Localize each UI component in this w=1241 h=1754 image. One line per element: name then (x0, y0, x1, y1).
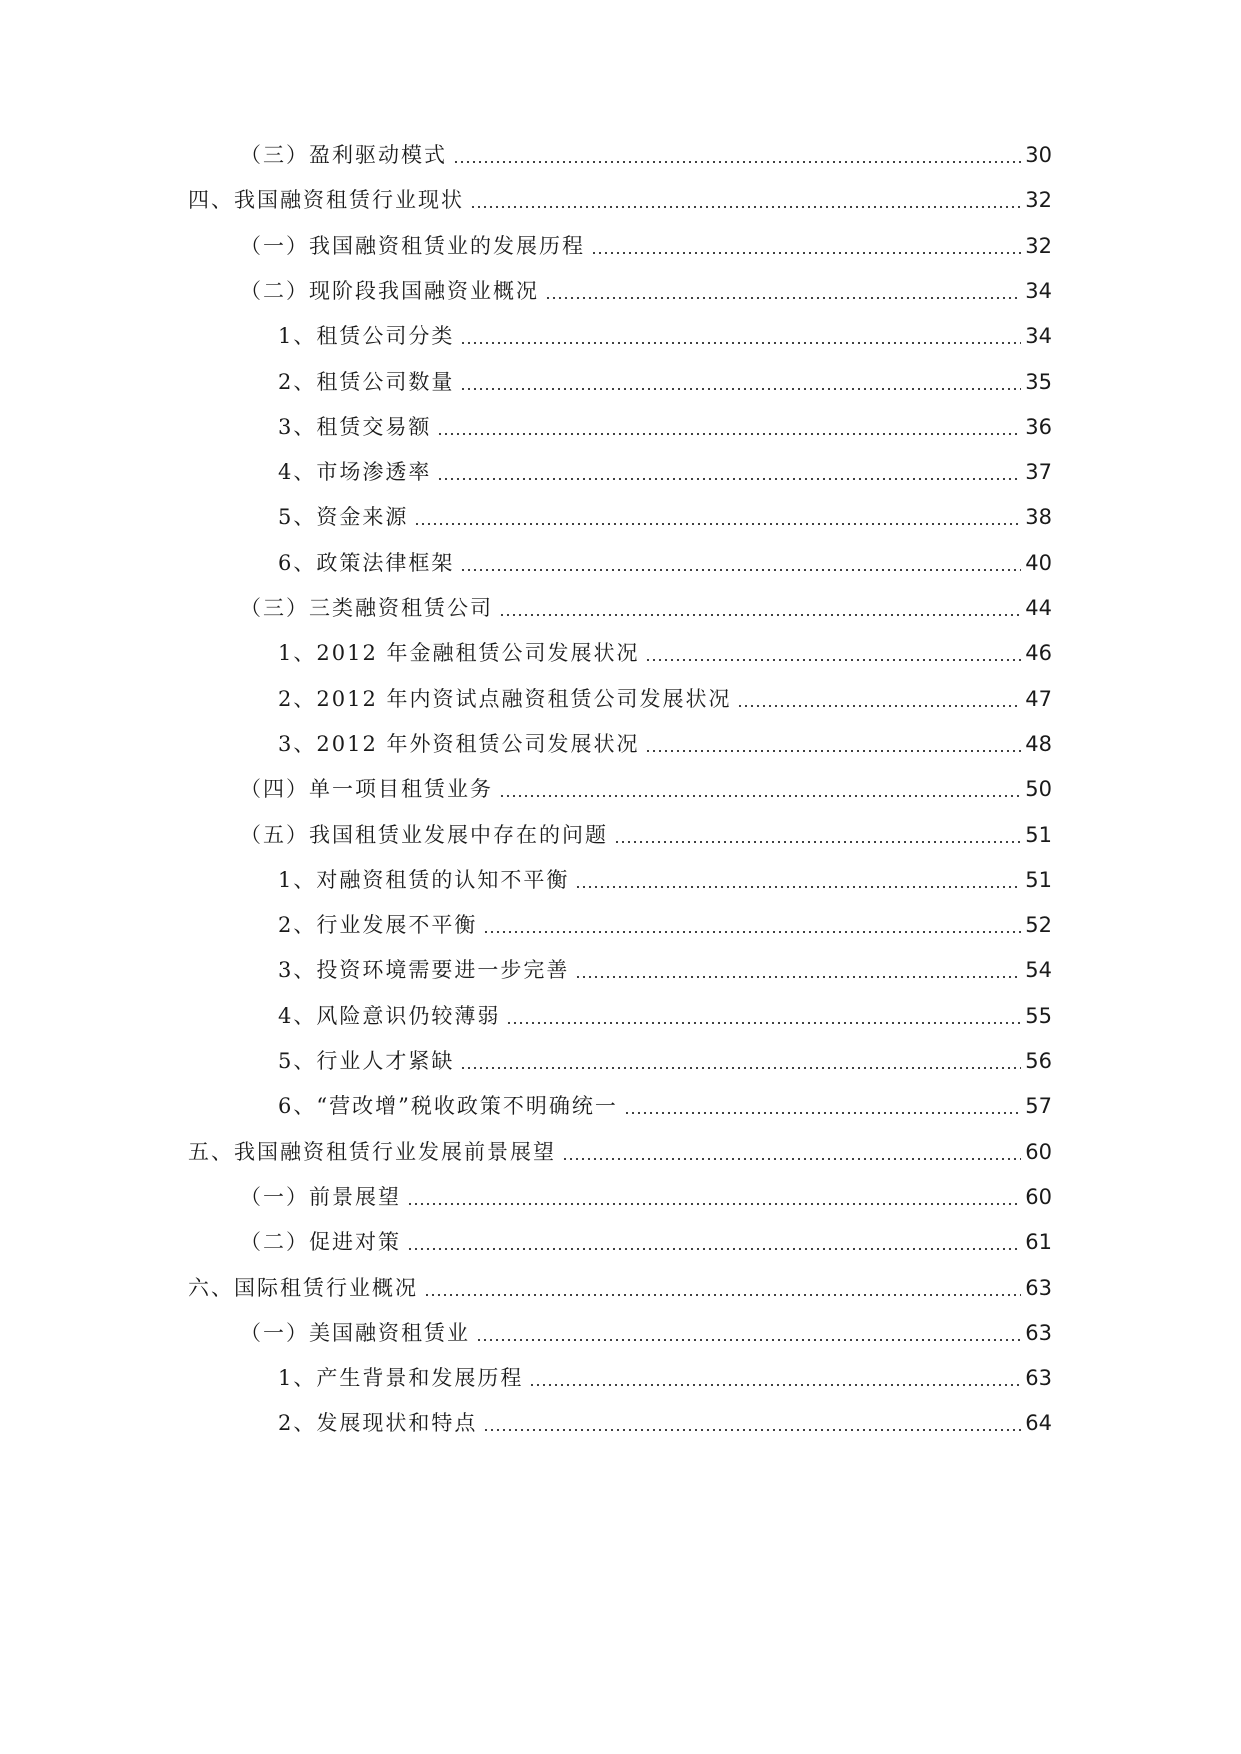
toc-entry-page-number: 35 (1025, 369, 1052, 394)
dot-leader (437, 433, 1021, 435)
toc-entry-title: 六、国际租赁行业概况 (188, 1275, 418, 1300)
toc-entry-page-number: 55 (1025, 1003, 1052, 1028)
toc-entry[interactable] (240, 762, 1052, 802)
dot-leader (407, 1248, 1021, 1250)
toc-entry[interactable] (240, 1215, 1052, 1255)
dot-leader (453, 161, 1021, 163)
toc-entry[interactable] (278, 943, 1052, 983)
toc-entry[interactable] (240, 808, 1052, 848)
toc-entry-page-number: 56 (1025, 1049, 1052, 1073)
toc-entry-page-number: 50 (1025, 777, 1052, 802)
toc-entry-title: 1、租赁公司分类 (278, 324, 455, 349)
dot-leader (645, 750, 1021, 752)
toc-entry[interactable] (240, 219, 1052, 259)
dot-leader (460, 342, 1021, 344)
toc-entry-title: 5、行业人才紧缺 (278, 1049, 455, 1073)
toc-entry[interactable] (278, 309, 1052, 349)
toc-entry-page-number: 63 (1025, 1275, 1052, 1300)
toc-entry[interactable] (278, 626, 1052, 666)
toc-entry-page-number: 36 (1025, 414, 1052, 439)
toc-entry[interactable] (188, 173, 1052, 213)
toc-entry[interactable] (278, 853, 1052, 893)
dot-leader (460, 388, 1021, 390)
dot-leader (545, 297, 1021, 299)
toc-entry-page-number: 34 (1025, 324, 1052, 349)
dot-leader (414, 523, 1021, 525)
dot-leader (476, 1339, 1021, 1341)
toc-entry[interactable] (278, 400, 1052, 440)
toc-entry-title: 3、2012 年外资租赁公司发展状况 (278, 731, 640, 756)
toc-entry[interactable] (278, 536, 1052, 576)
toc-entry[interactable] (278, 1034, 1052, 1074)
dot-leader (499, 614, 1021, 616)
toc-entry-page-number: 30 (1025, 143, 1052, 167)
toc-entry[interactable] (278, 355, 1052, 395)
toc-entry-page-number: 61 (1025, 1230, 1052, 1255)
toc-entry-title: 五、我国融资租赁行业发展前景展望 (188, 1139, 556, 1164)
dot-leader (424, 1294, 1021, 1296)
toc-entry-page-number: 38 (1025, 505, 1052, 530)
toc-entry-page-number: 51 (1025, 867, 1052, 892)
toc-entry-title: （一）前景展望 (240, 1184, 401, 1209)
toc-entry[interactable] (278, 490, 1052, 530)
toc-entry[interactable] (240, 128, 1052, 168)
toc-entry[interactable] (278, 989, 1052, 1029)
toc-entry-page-number: 60 (1025, 1139, 1052, 1164)
dot-leader (624, 1112, 1021, 1114)
toc-entry-title: 1、2012 年金融租赁公司发展状况 (278, 641, 640, 666)
toc-entry-page-number: 64 (1025, 1411, 1052, 1436)
toc-entry-title: （二）现阶段我国融资业概况 (240, 278, 539, 303)
toc-entry-page-number: 37 (1025, 460, 1052, 485)
toc-entry-title: 4、风险意识仍较薄弱 (278, 1003, 501, 1028)
toc-entry-title: （三）盈利驱动模式 (240, 143, 447, 167)
dot-leader (407, 1203, 1021, 1205)
toc-entry-title: 2、发展现状和特点 (278, 1411, 478, 1436)
toc-entry-title: 2、租赁公司数量 (278, 369, 455, 394)
toc-entry-title: （一）我国融资租赁业的发展历程 (240, 233, 585, 258)
dot-leader (483, 931, 1021, 933)
dot-leader (562, 1158, 1021, 1160)
toc-entry-title: 2、行业发展不平衡 (278, 913, 478, 938)
toc-entry-page-number: 48 (1025, 731, 1052, 756)
dot-leader (506, 1022, 1021, 1024)
toc-entry-title: 6、“营改增”税收政策不明确统一 (278, 1094, 618, 1119)
dot-leader (737, 705, 1021, 707)
toc-entry-page-number: 60 (1025, 1184, 1052, 1209)
toc-entry-title: （一）美国融资租赁业 (240, 1320, 470, 1345)
toc-entry[interactable] (278, 1079, 1052, 1119)
toc-entry-page-number: 51 (1025, 822, 1052, 847)
dot-leader (470, 206, 1021, 208)
dot-leader (575, 976, 1021, 978)
toc-entry-page-number: 52 (1025, 913, 1052, 938)
toc-entry[interactable] (278, 1396, 1052, 1436)
toc-entry-title: 四、我国融资租赁行业现状 (188, 188, 464, 213)
dot-leader (483, 1429, 1021, 1431)
dot-leader (529, 1384, 1021, 1386)
toc-entry-page-number: 47 (1025, 686, 1052, 711)
toc-entry-page-number: 34 (1025, 278, 1052, 303)
dot-leader (614, 841, 1021, 843)
toc-entry-title: 1、对融资租赁的认知不平衡 (278, 867, 570, 892)
toc-entry-page-number: 40 (1025, 550, 1052, 575)
toc-entry-title: 3、租赁交易额 (278, 414, 432, 439)
dot-leader (437, 478, 1021, 480)
toc-entry-page-number: 57 (1025, 1094, 1052, 1119)
toc-entry-title: 6、政策法律框架 (278, 550, 455, 575)
toc-entry[interactable] (188, 1261, 1052, 1301)
toc-entry-page-number: 63 (1025, 1366, 1052, 1391)
toc-entry-page-number: 32 (1025, 233, 1052, 258)
dot-leader (460, 569, 1021, 571)
toc-entry-title: （三）三类融资租赁公司 (240, 596, 493, 620)
dot-leader (499, 795, 1021, 797)
toc-entry[interactable] (240, 1306, 1052, 1346)
toc-entry-title: 2、2012 年内资试点融资租赁公司发展状况 (278, 686, 732, 711)
toc-entry[interactable] (278, 1351, 1052, 1391)
dot-leader (460, 1067, 1021, 1069)
toc-entry-title: （五）我国租赁业发展中存在的问题 (240, 822, 608, 847)
toc-entry-title: 1、产生背景和发展历程 (278, 1366, 524, 1391)
dot-leader (645, 659, 1021, 661)
toc-entry-title: 4、市场渗透率 (278, 460, 432, 485)
toc-entry[interactable] (240, 581, 1052, 621)
toc-entry-title: 5、资金来源 (278, 505, 409, 530)
toc-entry[interactable] (188, 1125, 1052, 1165)
toc-entry-page-number: 32 (1025, 188, 1052, 213)
toc-entry[interactable] (278, 445, 1052, 485)
dot-leader (591, 252, 1021, 254)
toc-entry-title: 3、投资环境需要进一步完善 (278, 958, 570, 983)
dot-leader (575, 886, 1021, 888)
toc-entry-page-number: 46 (1025, 641, 1052, 666)
toc-entry[interactable] (278, 717, 1052, 757)
toc-entry-page-number: 63 (1025, 1320, 1052, 1345)
toc-entry-title: （四）单一项目租赁业务 (240, 777, 493, 802)
toc-entry[interactable] (278, 672, 1052, 712)
toc-entry-page-number: 54 (1025, 958, 1052, 983)
toc-entry-title: （二）促进对策 (240, 1230, 401, 1255)
toc-entry[interactable] (240, 264, 1052, 304)
toc-entry[interactable] (240, 1170, 1052, 1210)
toc-entry[interactable] (278, 898, 1052, 938)
toc-entry-page-number: 44 (1025, 596, 1052, 620)
